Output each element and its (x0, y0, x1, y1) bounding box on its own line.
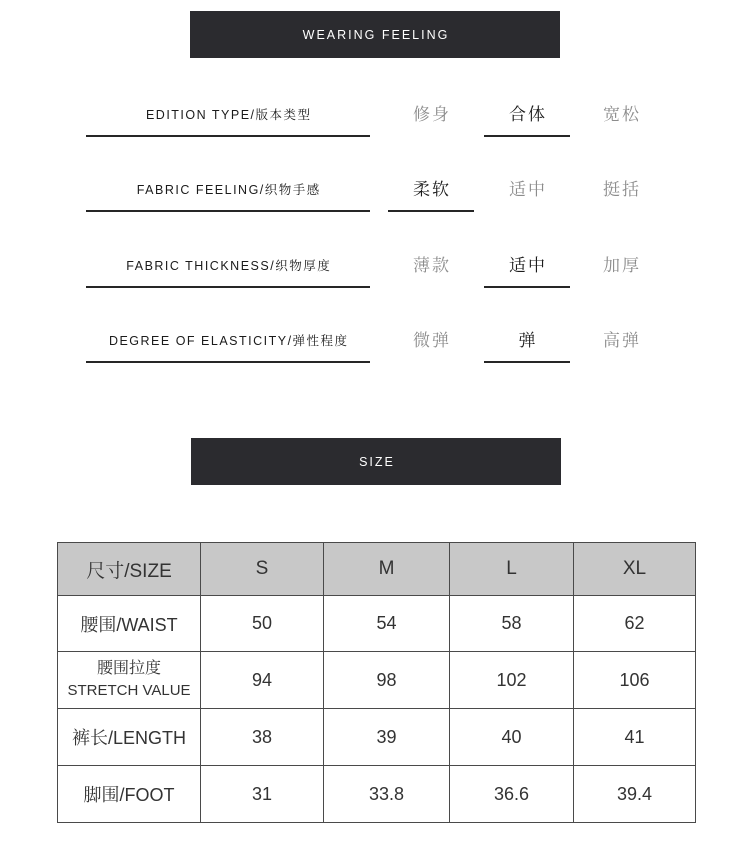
option-soft: 柔软 (388, 178, 474, 212)
row-label-waist: 腰围/WAIST (58, 596, 201, 652)
feeling-row-edition-type (0, 103, 750, 137)
feeling-label-fabric-thickness: FABRIC THICKNESS/织物厚度 (86, 254, 370, 288)
value-cell: 38 (201, 709, 324, 766)
value-cell: 62 (574, 596, 696, 652)
value-cell: 50 (201, 596, 324, 652)
value-cell: 58 (450, 596, 574, 652)
value-cell: 36.6 (450, 766, 574, 823)
feeling-label-edition-type: EDITION TYPE/版本类型 (86, 103, 370, 137)
value-cell: 94 (201, 652, 324, 709)
value-cell: 102 (450, 652, 574, 709)
value-cell: 31 (201, 766, 324, 823)
table-row-waist (58, 596, 696, 652)
feeling-label-fabric-feeling: FABRIC FEELING/织物手感 (86, 178, 370, 212)
feeling-row-elasticity (0, 329, 750, 363)
option-slight-stretch: 微弹 (413, 331, 451, 350)
value-cell: 33.8 (324, 766, 450, 823)
table-header-l: L (450, 543, 574, 596)
option-thin: 薄款 (413, 256, 451, 275)
value-cell: 40 (450, 709, 574, 766)
table-header-row (58, 543, 696, 596)
option-thick: 加厚 (603, 256, 641, 275)
value-cell: 39 (324, 709, 450, 766)
table-header-m: M (324, 543, 450, 596)
option-crisp: 挺括 (603, 180, 641, 199)
table-row-length (58, 709, 696, 766)
value-cell: 106 (574, 652, 696, 709)
option-medium-thickness: 适中 (484, 254, 570, 288)
table-row-foot (58, 766, 696, 823)
feeling-label-elasticity: DEGREE OF ELASTICITY/弹性程度 (86, 329, 370, 363)
value-cell: 98 (324, 652, 450, 709)
row-label-foot: 脚围/FOOT (58, 766, 201, 823)
option-regular-fit: 合体 (484, 103, 570, 137)
value-cell: 41 (574, 709, 696, 766)
value-cell: 39.4 (574, 766, 696, 823)
option-stretch: 弹 (484, 329, 570, 363)
option-medium-feel: 适中 (509, 180, 547, 199)
table-header-size: 尺寸/SIZE (58, 543, 201, 596)
option-slim-fit: 修身 (413, 105, 451, 124)
table-row-stretch-value (58, 652, 696, 709)
wearing-feeling-title: WEARING FEELING (302, 27, 450, 42)
feeling-row-fabric-thickness (0, 254, 750, 288)
row-label-stretch-value (58, 652, 201, 709)
feeling-row-fabric-feeling (0, 178, 750, 212)
table-header-xl: XL (574, 543, 696, 596)
size-table (57, 542, 696, 823)
value-cell: 54 (324, 596, 450, 652)
size-banner (191, 438, 561, 485)
option-high-stretch: 高弹 (603, 331, 641, 350)
option-loose-fit: 宽松 (603, 105, 641, 124)
row-label-line: STRETCH VALUE (67, 682, 191, 699)
row-label-length: 裤长/LENGTH (58, 709, 201, 766)
table-header-s: S (201, 543, 324, 596)
wearing-feeling-banner (190, 11, 560, 58)
row-label-line: 腰围拉度 (96, 660, 161, 677)
size-title: SIZE (359, 454, 395, 469)
